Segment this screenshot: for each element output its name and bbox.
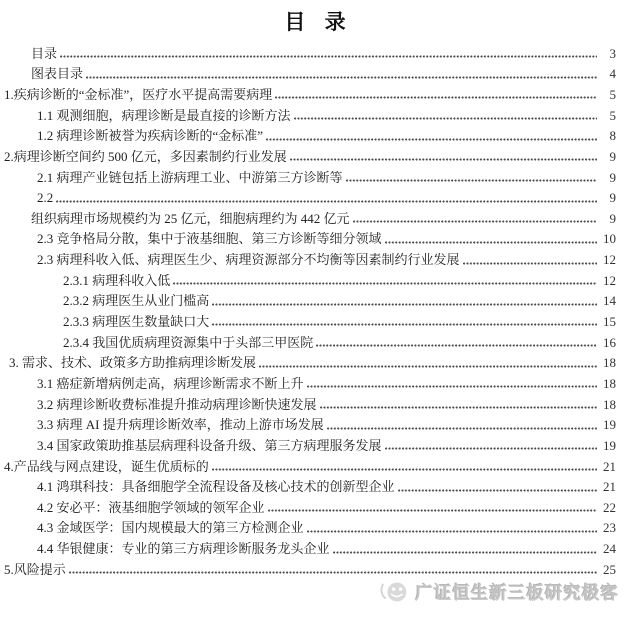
toc-entry-label: 2.2 xyxy=(37,191,54,206)
toc-entry-page-number: 9 xyxy=(609,190,616,206)
toc-entry-page-number: 21 xyxy=(603,458,616,474)
toc-entry-page-number: 18 xyxy=(603,375,616,391)
dot-leader xyxy=(60,55,597,58)
toc-entry-label: 1.2 病理诊断被誉为疾病诊断的“金标准” xyxy=(37,129,264,144)
dot-leader xyxy=(307,385,597,388)
toc-entry[interactable] xyxy=(3,206,616,227)
toc-entry-label: 1.1 观测细胞，病理诊断是最直接的诊断方法 xyxy=(37,108,291,123)
table-of-contents xyxy=(3,41,616,578)
dot-leader xyxy=(307,530,597,533)
dot-leader xyxy=(268,509,597,512)
toc-entry[interactable] xyxy=(3,309,616,330)
toc-entry-label: 2.3.4 我国优质病理资源集中于头部三甲医院 xyxy=(63,335,314,350)
toc-entry[interactable] xyxy=(3,371,616,392)
dot-leader xyxy=(259,365,597,368)
toc-entry-label: 3.1 癌症新增病例走高，病理诊断需求不断上升 xyxy=(37,376,304,391)
toc-entry[interactable] xyxy=(3,557,616,578)
dot-leader xyxy=(320,406,597,409)
toc-entry-page-number: 18 xyxy=(603,396,616,412)
dot-leader xyxy=(398,489,597,492)
dot-leader xyxy=(346,179,597,182)
toc-entry[interactable] xyxy=(3,330,616,351)
toc-entry-label: 2.病理诊断空间约 500 亿元，多因素制约行业发展 xyxy=(4,149,287,164)
toc-entry[interactable] xyxy=(3,474,616,495)
toc-entry-page-number: 12 xyxy=(603,252,616,268)
toc-entry-page-number: 3 xyxy=(609,45,616,61)
toc-entry[interactable] xyxy=(3,82,616,103)
toc-entry[interactable] xyxy=(3,289,616,310)
dot-leader xyxy=(290,158,597,161)
dot-leader xyxy=(275,96,597,99)
toc-entry-label: 2.3 病理科收入低、病理医生少、病理资源部分不均衡等因素制约行业发展 xyxy=(37,253,460,268)
toc-entry-page-number: 12 xyxy=(603,272,616,288)
dot-leader xyxy=(385,447,597,450)
toc-entry-page-number: 18 xyxy=(603,355,616,371)
toc-entry[interactable] xyxy=(3,144,616,165)
toc-entry[interactable] xyxy=(3,185,616,206)
toc-entry-page-number: 25 xyxy=(603,561,616,577)
dot-leader xyxy=(69,571,597,574)
toc-entry[interactable] xyxy=(3,62,616,83)
toc-entry[interactable] xyxy=(3,247,616,268)
dot-leader xyxy=(327,427,597,430)
toc-entry-label: 4.3 金域医学：国内规模最大的第三方检测企业 xyxy=(37,521,304,536)
toc-entry-page-number: 9 xyxy=(609,169,616,185)
toc-entry-label: 2.3.2 病理医生从业门槛高 xyxy=(63,294,210,309)
toc-entry[interactable] xyxy=(3,103,616,124)
toc-entry[interactable] xyxy=(3,516,616,537)
dot-leader xyxy=(333,551,597,554)
toc-entry-label: 2.1 病理产业链包括上游病理工业、中游第三方诊断等 xyxy=(37,170,343,185)
toc-entry-label: 4.2 安必平：液基细胞学领域的领军企业 xyxy=(37,500,265,515)
toc-entry-label: 组织病理市场规模约为 25 亿元，细胞病理约为 442 亿元 xyxy=(31,211,350,226)
dot-leader xyxy=(212,303,597,306)
dot-leader xyxy=(353,220,597,223)
toc-entry-page-number: 19 xyxy=(603,417,616,433)
toc-entry-label: 2.3.3 病理医生数量缺口大 xyxy=(63,315,210,330)
toc-entry-label: 3.3 病理 AI 提升病理诊断效率，推动上游市场发展 xyxy=(37,418,324,433)
toc-entry-page-number: 9 xyxy=(609,148,616,164)
dot-leader xyxy=(266,138,597,141)
toc-entry-label: 目录 xyxy=(31,46,58,61)
dot-leader xyxy=(212,468,597,471)
dot-leader xyxy=(316,344,597,347)
dot-leader xyxy=(212,323,597,326)
brand-watermark-label: 广证恒生新三板研究极客 xyxy=(415,582,619,603)
toc-entry-label: 图表目录 xyxy=(31,67,84,82)
toc-entry[interactable] xyxy=(3,268,616,289)
toc-entry[interactable] xyxy=(3,41,616,62)
toc-entry-page-number: 14 xyxy=(603,293,616,309)
toc-entry-page-number: 22 xyxy=(603,499,616,515)
toc-entry-page-number: 5 xyxy=(609,107,616,123)
toc-entry-label: 2.3.1 病理科收入低 xyxy=(63,273,171,288)
brand-watermark xyxy=(379,579,620,605)
toc-entry-page-number: 10 xyxy=(603,231,616,247)
toc-entry-page-number: 16 xyxy=(603,334,616,350)
toc-entry-label: 4.1 鸿琪科技：具备细胞学全流程设备及核心技术的创新型企业 xyxy=(37,480,395,495)
toc-entry[interactable] xyxy=(3,351,616,372)
dot-leader xyxy=(173,282,597,285)
toc-entry-label: 3.2 病理诊断收费标准提升推动病理诊断快速发展 xyxy=(37,397,317,412)
dot-leader xyxy=(385,241,597,244)
page-title: 目 录 xyxy=(284,10,353,34)
toc-entry[interactable] xyxy=(3,433,616,454)
toc-entry-page-number: 19 xyxy=(603,437,616,453)
toc-entry-label: 3. 需求、技术、政策多方助推病理诊断发展 xyxy=(9,356,257,371)
toc-entry[interactable] xyxy=(3,454,616,475)
toc-entry-page-number: 5 xyxy=(609,86,616,102)
toc-entry-page-number: 23 xyxy=(603,520,616,536)
toc-entry-label: 1.疾病诊断的“金标准”，医疗水平提高需要病理 xyxy=(4,87,273,102)
dot-leader xyxy=(294,117,597,120)
dot-leader xyxy=(56,200,597,203)
toc-entry-label: 3.4 国家政策助推基层病理科设备升级、第三方病理服务发展 xyxy=(37,438,382,453)
toc-entry[interactable] xyxy=(3,413,616,434)
toc-entry-page-number: 21 xyxy=(603,479,616,495)
toc-entry[interactable] xyxy=(3,124,616,145)
toc-entry[interactable] xyxy=(3,495,616,516)
toc-entry-page-number: 8 xyxy=(609,128,616,144)
toc-entry[interactable] xyxy=(3,536,616,557)
toc-entry-page-number: 9 xyxy=(609,210,616,226)
toc-entry-label: 4.4 华银健康：专业的第三方病理诊断服务龙头企业 xyxy=(37,542,330,557)
dot-leader xyxy=(86,76,597,79)
toc-entry-label: 2.3 竞争格局分散，集中于液基细胞、第三方诊断等细分领域 xyxy=(37,232,382,247)
dot-leader xyxy=(463,262,597,265)
brand-geek-logo-icon xyxy=(379,579,411,605)
toc-entry[interactable] xyxy=(3,165,616,186)
toc-entry-page-number: 4 xyxy=(609,66,616,82)
toc-entry[interactable] xyxy=(3,392,616,413)
toc-entry-page-number: 24 xyxy=(603,541,616,557)
toc-entry-label: 4.产品线与网点建设，诞生优质标的 xyxy=(4,459,209,474)
toc-entry-page-number: 15 xyxy=(603,314,616,330)
toc-entry[interactable] xyxy=(3,227,616,248)
toc-entry-label: 5.风险提示 xyxy=(4,562,66,577)
